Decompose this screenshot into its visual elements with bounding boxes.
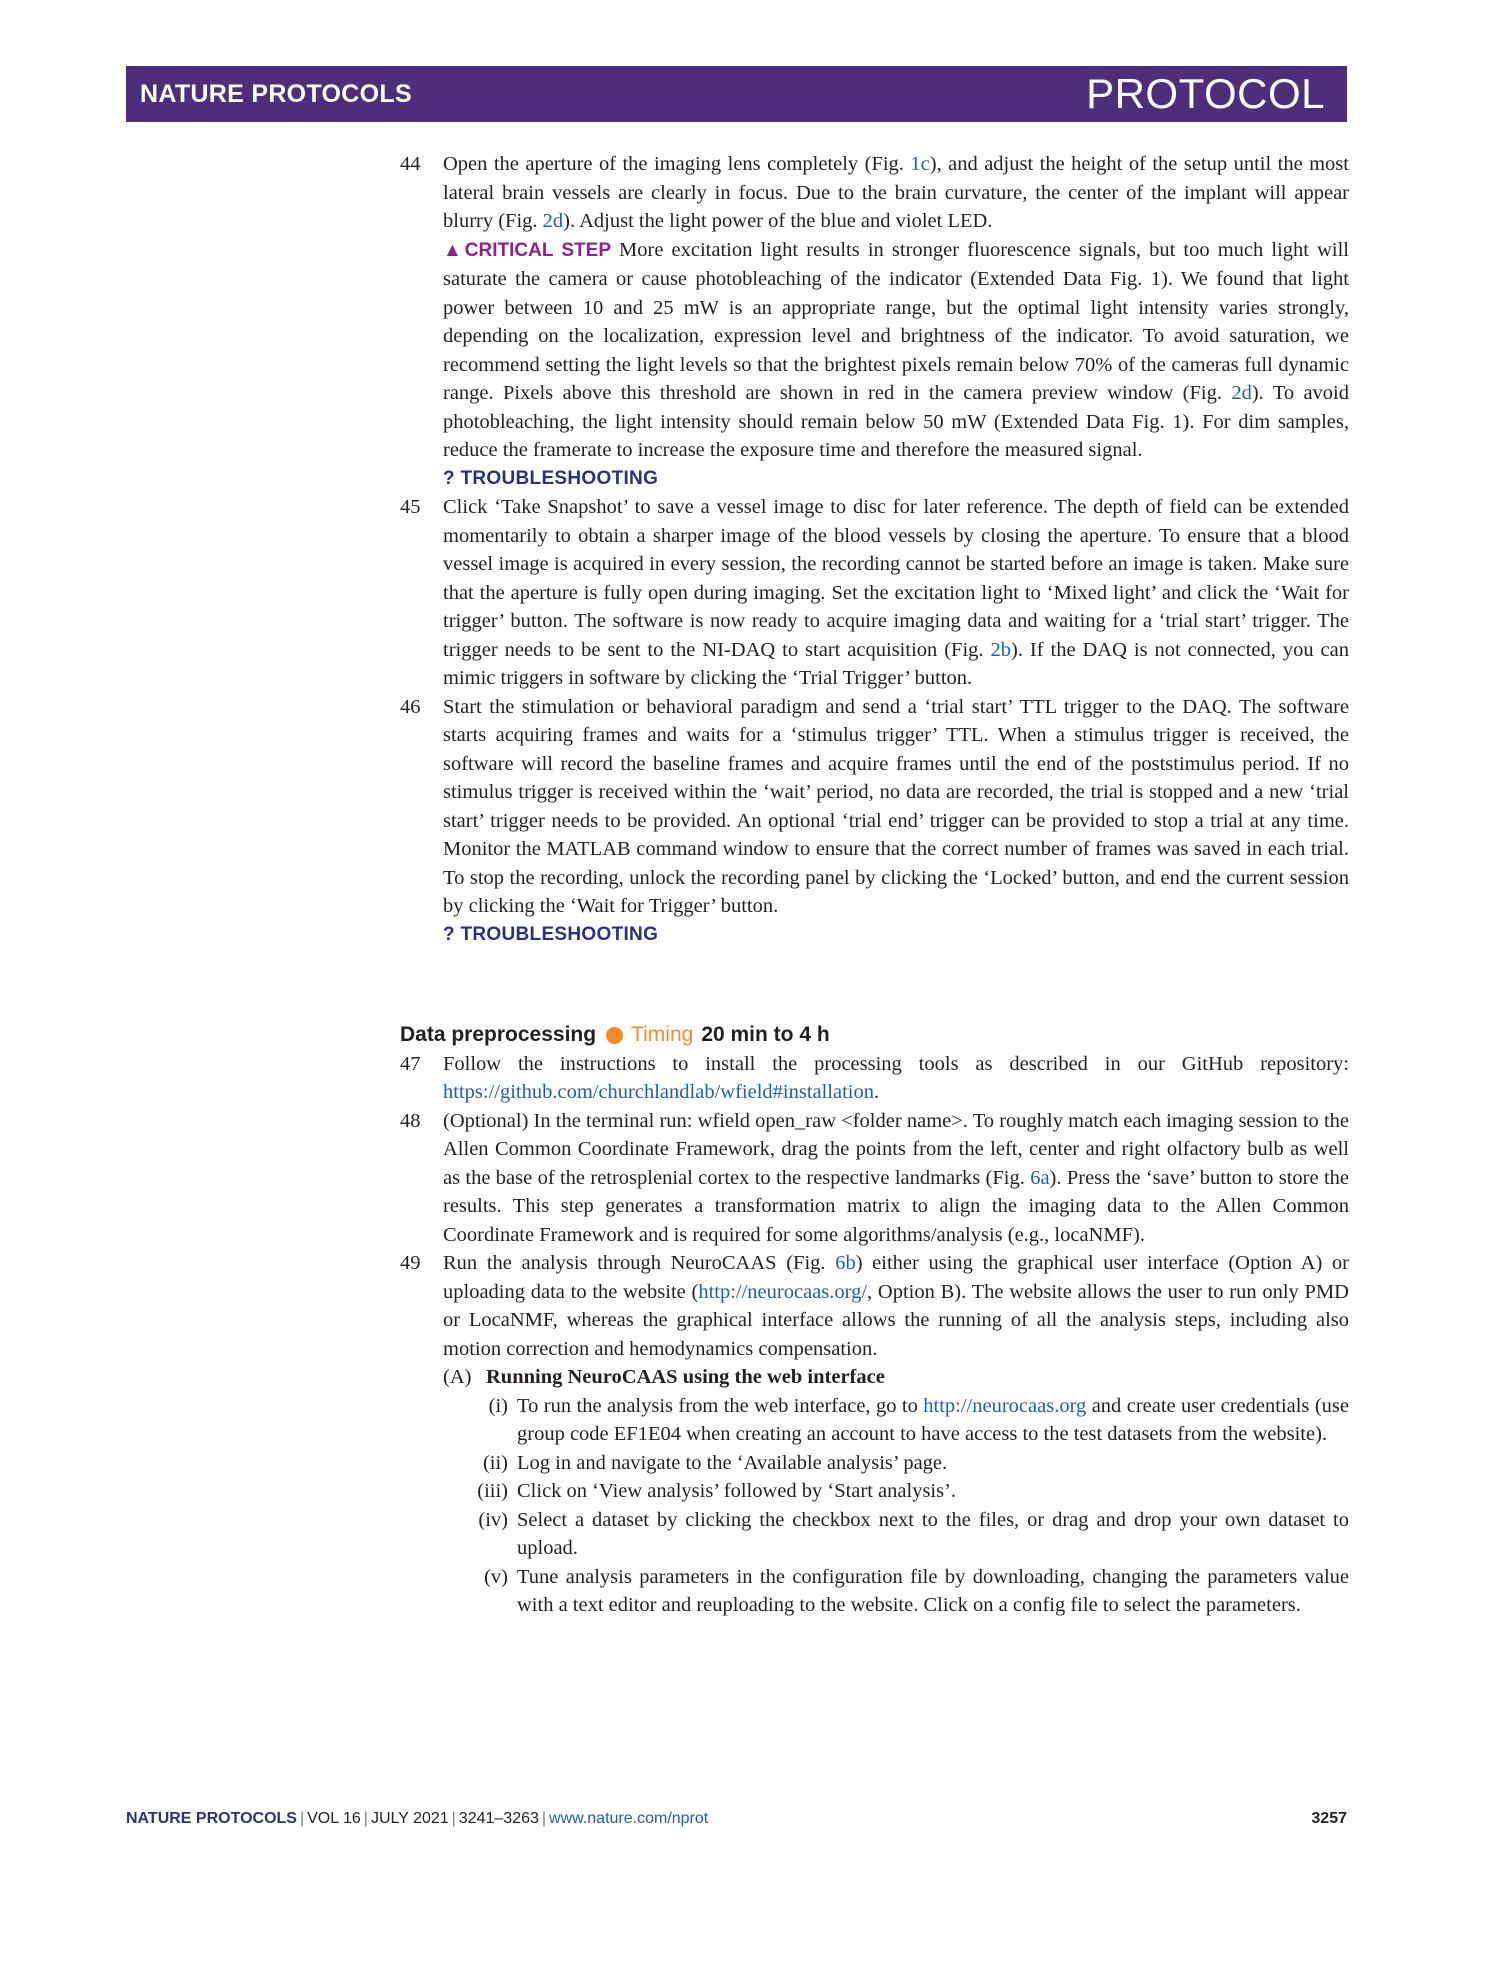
main-content: [400, 150, 1349, 1620]
substep-text: To run the analysis from the web interface, go to http://neurocaas.org and create user credentials (use group code EF1E04 when creating an account to have access to the test datasets from the website).: [517, 1394, 1349, 1445]
step-49: [400, 1249, 1349, 1392]
substep-iv: [440, 1506, 1349, 1563]
figure-link[interactable]: 6a: [1030, 1166, 1050, 1189]
footer-journal: NATURE PROTOCOLS: [126, 1810, 297, 1827]
step-46: [400, 693, 1349, 950]
github-link[interactable]: https://github.com/churchlandlab/wfield#installation: [443, 1081, 874, 1103]
neurocaas-link[interactable]: http://neurocaas.org/: [698, 1280, 868, 1303]
step-48: [400, 1107, 1349, 1250]
step-text: Run the analysis through NeuroCAAS (Fig. 6b) either using the graphical user interface (Option A) or uploading data to the website (http://neurocaas.org/, Option B). The website allows the user to run only PMD or LocaNMF, whereas the graphical interface allows the running of all the analysis steps, including also motion correction and hemodynamics compensation.: [443, 1252, 1350, 1360]
figure-link[interactable]: 1c: [910, 153, 930, 175]
step-number: 44: [400, 153, 421, 175]
step-text: Open the aperture of the imaging lens completely (Fig. 1c), and adjust the height of the setup until the most lateral brain vessels are clearly in focus. Due to the brain curvature, the center of the implant will appear blurry (Fig. 2d). Adjust the light power of the blue and violet LED.: [443, 153, 1349, 232]
substep-text: Select a dataset by clicking the checkbox next to the files, or drag and drop your own dataset to upload.: [517, 1508, 1349, 1559]
timing-value: 20 min to 4 h: [701, 1023, 830, 1046]
step-text: (Optional) In the terminal run: wfield open_raw <folder name>. To roughly match each imaging session to the Allen Common Coordinate Framework, drag the points from the left, center and right olfactory bulb as well as the base of the retrosplenial cortex to the respective landmarks (Fig. 6a). Press the ‘save’ button to store the results. This step generates a transformation matrix to align the imaging data to the Allen Common Coordinate Framework and is required for some algorithms/analysis (e.g., locaNMF).: [443, 1109, 1349, 1246]
step-45: [400, 493, 1349, 693]
figure-link[interactable]: 2d: [1231, 382, 1252, 404]
footer-citation: NATURE PROTOCOLS | VOL 16 | JULY 2021 | 3241–3263 | www.nature.com/nprot: [126, 1810, 709, 1827]
footer-url[interactable]: www.nature.com/nprot: [549, 1810, 709, 1827]
troubleshooting-label: ? TROUBLESHOOTING: [443, 923, 659, 945]
running-header: [126, 66, 1347, 122]
timing-clock-icon: [606, 1027, 623, 1044]
page-footer: [126, 1810, 1347, 1828]
substep-number: (ii): [482, 1451, 508, 1474]
footer-pages: 3241–3263: [458, 1810, 539, 1827]
substep-iii: [440, 1477, 1349, 1506]
step-number: 47: [400, 1052, 421, 1075]
step-number: 48: [400, 1109, 421, 1132]
section-title: Data preprocessing: [400, 1023, 597, 1046]
neurocaas-link[interactable]: http://neurocaas.org: [923, 1394, 1087, 1417]
page-number: 3257: [1311, 1810, 1347, 1827]
step-number: 45: [400, 496, 421, 518]
figure-link[interactable]: 6b: [835, 1252, 856, 1274]
substep-text: Log in and navigate to the ‘Available analysis’ page.: [517, 1451, 948, 1474]
footer-volume: VOL 16: [307, 1810, 361, 1827]
step-text: Click ‘Take Snapshot’ to save a vessel image to disc for later reference. The depth of field can be extended momentarily to obtain a sharper image of the blood vessels by closing the aperture. To ensure that a blood vessel image is acquired in every session, the recording cannot be started before an image is taken. Make sure that the aperture is fully open during imaging. Set the excitation light to ‘Mixed light’ and click the ‘Wait for trigger’ button. The software is now ready to acquire imaging data and waiting for a ‘trial start’ trigger. The trigger needs to be sent to the NI-DAQ to start acquisition (Fig. 2b). If the DAQ is not connected, you can mimic triggers in software by clicking the ‘Trial Trigger’ button.: [443, 496, 1349, 689]
troubleshooting-label: ? TROUBLESHOOTING: [443, 467, 659, 489]
footer-date: JULY 2021: [370, 1810, 449, 1827]
substep-number: (iv): [478, 1508, 508, 1531]
substep-text: Tune analysis parameters in the configuration file by downloading, changing the parameters value with a text editor and reuploading to the website. Click on a config file to select the parameters.: [517, 1565, 1349, 1616]
journal-name: NATURE PROTOCOLS: [140, 79, 412, 108]
substep-i: [440, 1392, 1349, 1449]
substep-ii: [440, 1449, 1349, 1478]
timing-label: Timing: [631, 1023, 694, 1046]
step-text: Start the stimulation or behavioral paradigm and send a ‘trial start’ TTL trigger to the DAQ. The software starts acquiring frames and waits for a ‘stimulus trigger’ TTL. When a stimulus trigger is received, the software will record the baseline frames and acquire frames until the end of the poststimulus period. If no stimulus trigger is received within the ‘wait’ period, no data are recorded, the trial is stopped and a new ‘trial start’ trigger needs to be provided. An optional ‘trial end’ trigger can be provided to stop a trial at any time. Monitor the MATLAB command window to ensure that the correct number of frames was saved in each trial. To stop the recording, unlock the recording panel by clicking the ‘Locked’ button, and end the current session by clicking the ‘Wait for Trigger’ button.: [443, 695, 1349, 917]
option-label: (A): [443, 1366, 472, 1388]
substep-number: (v): [484, 1565, 508, 1588]
step-47: [400, 1050, 1349, 1107]
step-number: 46: [400, 695, 421, 718]
step-44: [400, 150, 1349, 493]
option-title: Running NeuroCAAS using the web interface: [486, 1366, 885, 1388]
substep-number: (i): [488, 1394, 508, 1417]
critical-step-label: ▲CRITICAL STEP: [443, 239, 612, 261]
step-text: Follow the instructions to install the processing tools as described in our GitHub repository: https://github.com/churchlandlab/wfield#installation.: [443, 1052, 1349, 1103]
substep-v: [440, 1563, 1349, 1620]
option-a-heading: [443, 1363, 1349, 1392]
critical-step-note: ▲CRITICAL STEP More excitation light results in stronger fluorescence signals, but too much light will saturate the camera or cause photobleaching of the indicator (Extended Data Fig. 1). We found that light power between 10 and 25 mW is an appropriate range, but the optimal light intensity varies strongly, depending on the localization, expression level and brightness of the indicator. To avoid saturation, we recommend setting the light levels so that the brightest pixels remain below 70% of the cameras full dynamic range. Pixels above this threshold are shown in red in the camera preview window (Fig. 2d). To avoid photobleaching, the light intensity should remain below 50 mW (Extended Data Fig. 1). For dim samples, reduce the framerate to increase the exposure time and therefore the measured signal.: [443, 238, 1350, 461]
article-type: PROTOCOL: [1086, 70, 1325, 117]
substep-number: (iii): [477, 1480, 508, 1502]
step-number: 49: [400, 1252, 421, 1274]
section-heading: [400, 1021, 1349, 1050]
figure-link[interactable]: 2b: [990, 638, 1011, 661]
figure-link[interactable]: 2d: [542, 210, 564, 232]
substep-text: Click on ‘View analysis’ followed by ‘Start analysis’.: [517, 1480, 957, 1502]
